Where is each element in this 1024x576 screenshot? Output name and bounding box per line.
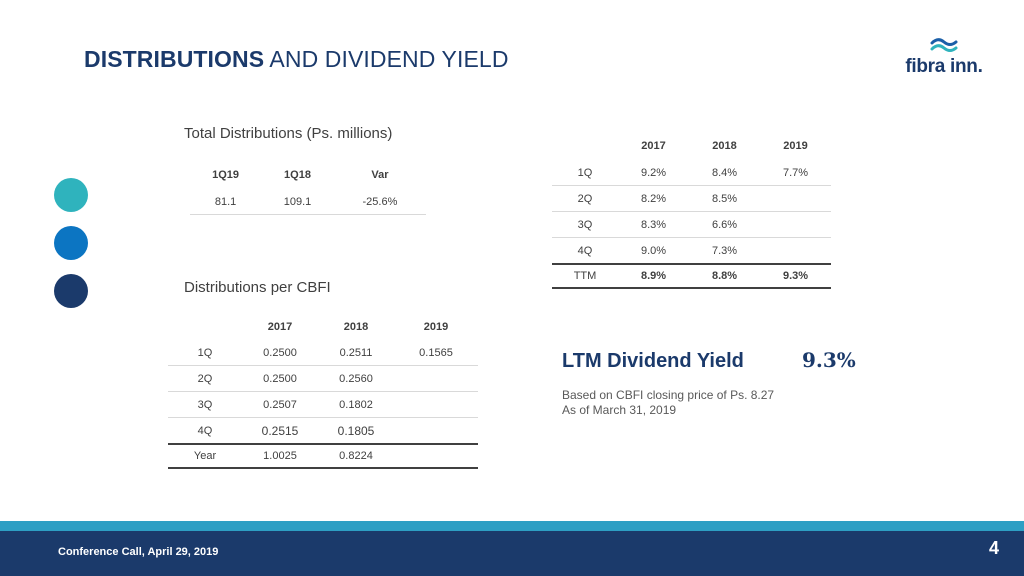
- table-cell: 0.1565: [394, 340, 478, 366]
- table-cell: 8.2%: [618, 186, 689, 212]
- table-cell: 0.2500: [242, 340, 318, 366]
- page-title-bold: DISTRIBUTIONS: [84, 46, 265, 72]
- table-row: [190, 190, 426, 215]
- column-header: 1Q19: [212, 169, 240, 181]
- column-header: 2019: [423, 321, 449, 333]
- row-label: 1Q: [168, 340, 242, 366]
- row-label: 1Q: [552, 160, 618, 186]
- column-header: 2018: [343, 321, 369, 333]
- total-distributions-label: Total Distributions (Ps. millions): [184, 125, 393, 142]
- table-row: [552, 186, 831, 212]
- footer-accent-band: [0, 521, 1024, 531]
- table-cell: 9.2%: [618, 160, 689, 186]
- column-header: [168, 314, 242, 340]
- table-cell: [760, 212, 831, 238]
- table-cell: [760, 186, 831, 212]
- table-cell: 0.2515: [242, 418, 318, 445]
- table-cell: [394, 418, 478, 445]
- footer-bar: [0, 531, 1024, 576]
- table-cell: 8.5%: [689, 186, 760, 212]
- row-label: Year: [168, 444, 242, 468]
- ltm-note-line-1: Based on CBFI closing price of Ps. 8.27: [562, 388, 775, 402]
- table-cell: 0.2511: [318, 340, 394, 366]
- table-row: [168, 340, 478, 366]
- table-header-row: [552, 132, 831, 160]
- table-cell: 7.3%: [689, 238, 760, 265]
- table-cell: 109.1: [261, 190, 334, 215]
- table-cell: [760, 238, 831, 265]
- column-header: 2017: [641, 140, 666, 152]
- row-label: TTM: [552, 264, 618, 288]
- table-cell: 8.4%: [689, 160, 760, 186]
- table-cell: [394, 392, 478, 418]
- ltm-note: [562, 388, 774, 418]
- table-cell: 0.1805: [318, 418, 394, 445]
- wave-icon: [902, 36, 986, 58]
- ltm-note-line-2: As of March 31, 2019: [562, 403, 677, 417]
- distributions-per-cbfi-table: [168, 314, 478, 469]
- table-row: [168, 392, 478, 418]
- table-header-row: [168, 314, 478, 340]
- table-cell: [394, 366, 478, 392]
- table-cell: 8.9%: [618, 264, 689, 288]
- row-label: 3Q: [168, 392, 242, 418]
- table-cell: 6.6%: [689, 212, 760, 238]
- table-cell: 81.1: [190, 190, 261, 215]
- table-row: [168, 418, 478, 445]
- ttm-row: [552, 264, 831, 288]
- table-header-row: [190, 160, 426, 190]
- table-row: [552, 160, 831, 186]
- table-cell: 9.0%: [618, 238, 689, 265]
- table-cell: 8.3%: [618, 212, 689, 238]
- row-label: 4Q: [552, 238, 618, 265]
- table-row: [552, 238, 831, 265]
- column-header: Var: [371, 169, 389, 181]
- table-cell: 7.7%: [760, 160, 831, 186]
- table-cell: 1.0025: [242, 444, 318, 468]
- row-label: 2Q: [552, 186, 618, 212]
- table-cell: 0.2560: [318, 366, 394, 392]
- navy-circle: [54, 274, 88, 308]
- column-header: 1Q18: [284, 169, 311, 181]
- table-cell: -25.6%: [334, 190, 426, 215]
- row-label: 4Q: [168, 418, 242, 445]
- table-row: [168, 366, 478, 392]
- row-label: 3Q: [552, 212, 618, 238]
- column-header: 2017: [267, 321, 293, 333]
- row-label: 2Q: [168, 366, 242, 392]
- dividend-yield-table: [552, 132, 831, 289]
- column-header: 2019: [783, 140, 808, 152]
- logo-wordmark: fibra inn.: [905, 56, 983, 77]
- blue-circle: [54, 226, 88, 260]
- year-row: [168, 444, 478, 468]
- column-header: 2018: [712, 140, 737, 152]
- table-cell: 0.2500: [242, 366, 318, 392]
- distributions-per-cbfi-label: Distributions per CBFI: [184, 279, 331, 296]
- page-title-rest: AND DIVIDEND YIELD: [264, 46, 509, 72]
- footer-text: Conference Call, April 29, 2019: [58, 546, 219, 558]
- table-cell: 8.8%: [689, 264, 760, 288]
- table-cell: 0.1802: [318, 392, 394, 418]
- fibra-inn-logo: [902, 36, 986, 82]
- table-row: [552, 212, 831, 238]
- table-cell: 0.8224: [318, 444, 394, 468]
- ltm-dividend-yield-title: LTM Dividend Yield: [562, 350, 744, 372]
- page-title: [84, 46, 509, 73]
- teal-circle: [54, 178, 88, 212]
- total-distributions-table: [190, 160, 426, 215]
- table-cell: 0.2507: [242, 392, 318, 418]
- column-header: [552, 132, 618, 160]
- ltm-dividend-yield-value: 9.3%: [802, 348, 856, 372]
- table-cell: [394, 444, 478, 468]
- page-number: 4: [988, 538, 999, 558]
- table-cell: 9.3%: [760, 264, 831, 288]
